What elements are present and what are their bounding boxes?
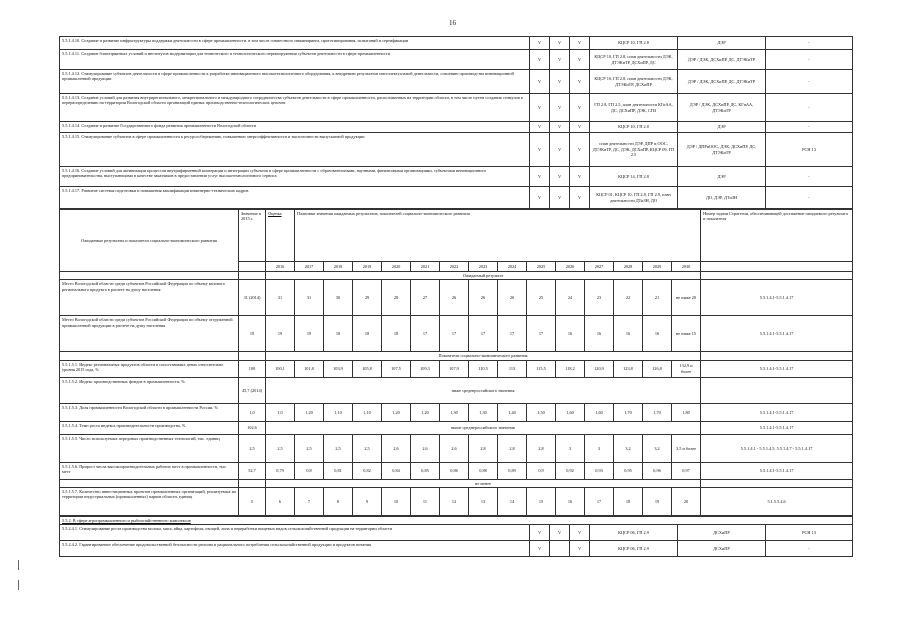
- table-row: [60, 94, 853, 122]
- activity-text: [60, 133, 530, 167]
- year-value: 15: [527, 488, 556, 516]
- task-reference: 5.5.1.4.1-5.5.1.4.17: [701, 280, 853, 316]
- year-value: 0,82: [353, 462, 382, 479]
- year-value: 13: [469, 488, 498, 516]
- year-value: не ниже 15: [672, 316, 701, 352]
- indicator-ref: -: [766, 37, 853, 50]
- year-value: 1,20: [295, 403, 324, 421]
- year-value: 2,5: [295, 434, 324, 462]
- year-value: 1,60: [556, 403, 585, 421]
- activity-text: [60, 187, 530, 209]
- year-value: 123,8: [614, 360, 643, 377]
- year-value: 113: [498, 360, 527, 377]
- activity-description: Создание условий для активизации процессов внутрифирменной кооперации и интеграции субъектов в сфере промышленности с образовательными, научными, финансовыми организациями, субъектами инновационного предпринимательства, выступающими в качестве заказчиков в предоставлении услуг высокотехнологичного сервиса: [62, 168, 487, 179]
- mark-v1: V: [530, 167, 550, 187]
- year-value: 103,9: [324, 360, 353, 377]
- year-value: 16: [556, 316, 585, 352]
- year-value: 100,1: [266, 360, 295, 377]
- expected-result-title-row: [60, 272, 853, 280]
- base-value-header: Значение в 2015 г.: [239, 210, 266, 262]
- indicator-ref: -: [766, 541, 853, 557]
- section-title: 5.5.2. В сфере агропромышленного и рыбохозяйственного комплексов: [60, 517, 853, 525]
- year-value: 7: [295, 488, 324, 516]
- year-value: 20: [672, 488, 701, 516]
- indicator-name: [60, 360, 239, 377]
- funding-source: КЦСР 10, ГП 2.8: [590, 37, 678, 50]
- table-row: [60, 50, 853, 70]
- top-activities-table: [59, 36, 853, 209]
- mark-v3: V: [570, 525, 590, 541]
- year-value: 18: [614, 488, 643, 516]
- year-value: 0,93: [585, 462, 614, 479]
- year-value: 0,81: [324, 462, 353, 479]
- activity-text: [60, 525, 530, 541]
- year-value: 27: [411, 280, 440, 316]
- task-reference: [701, 377, 853, 403]
- year-value: 26: [498, 280, 527, 316]
- mark-v3: V: [570, 187, 590, 209]
- table-row: [60, 377, 853, 403]
- activity-description: Создание и развитие инфраструктуры поддержки деятельности в сфере промышленности, в том числе совместного инжиниринга, прототипирования, испытаний и сертификации: [81, 38, 409, 43]
- indicator-code: 5.5.1.5.4.: [62, 422, 79, 428]
- base-value: 45,7 (2014): [239, 377, 266, 403]
- planned-header: Плановые значения ожидаемых результатов, показателей социально-экономического развития: [295, 210, 701, 262]
- year-value: 2,5: [353, 434, 382, 462]
- base-value: 31 (2014): [239, 280, 266, 316]
- activity-code: 5.5.1.4.17.: [62, 188, 81, 193]
- year-value: 107,9: [440, 360, 469, 377]
- year-value: 29: [353, 280, 382, 316]
- table-row: [60, 187, 853, 209]
- year-value: 1,30: [469, 403, 498, 421]
- activity-text: [60, 70, 530, 94]
- base-value: 5: [239, 488, 266, 516]
- mark-v2: V: [550, 525, 570, 541]
- year-value: 1,70: [643, 403, 672, 421]
- year-value: 31: [266, 280, 295, 316]
- mark-v3: V: [570, 70, 590, 94]
- year-value: 16: [585, 316, 614, 352]
- year-value: 1,10: [353, 403, 382, 421]
- indicator-description: Количество инвестиционных проектов промышленных организаций, реализуемых на территории индустриальных (промышленных) парков области, единиц: [62, 489, 236, 500]
- mark-v2: V: [550, 167, 570, 187]
- executor: ДЭР / ДЭК, ДСХиПР, ДС, ДТЭКиТР: [678, 50, 766, 70]
- year-value: 2,6: [440, 434, 469, 462]
- year-header: 2017: [295, 262, 324, 272]
- indicator-description: Индекс производственных фондов в промышленности, %: [79, 378, 185, 384]
- year-value: 12: [440, 488, 469, 516]
- indicator-description: Индекс региональных продуктов области в сопоставимых ценах относительно уровня 2015 года, %: [62, 361, 224, 373]
- year-value: 1,30: [440, 403, 469, 421]
- year-value: 10: [382, 488, 411, 516]
- indicator-ref: -: [766, 167, 853, 187]
- mark-v1: V: [530, 525, 550, 541]
- funding-source: КЦСР 10, ГП 2.8, план деятельности ДЭК, ДТЭКиТР, ДСХиПР, ДС: [590, 50, 678, 70]
- mark-v3: V: [570, 541, 590, 557]
- year-header: 2024: [498, 262, 527, 272]
- year-value: 3,2: [614, 434, 643, 462]
- year-value: 17: [440, 316, 469, 352]
- activity-text: [60, 37, 530, 50]
- year-value: 2,5: [324, 434, 353, 462]
- activity-description: Гарантированное обеспечение продовольственной безопасности региона и рационального потребления сельскохозяйственной продукции и продуктов питания: [79, 542, 371, 548]
- table-row: [60, 488, 853, 516]
- table-row: [60, 421, 853, 434]
- executor: ДСХиПР: [678, 541, 766, 557]
- indicator-ref: -: [766, 70, 853, 94]
- table-row: [60, 360, 853, 377]
- year-value: 1,10: [324, 403, 353, 421]
- year-header: 2026: [556, 262, 585, 272]
- year-value: 2,8: [498, 434, 527, 462]
- year-value: 109,3: [411, 360, 440, 377]
- activity-code: 5.5.1.4.11.: [62, 51, 81, 56]
- year-value: 1,60: [585, 403, 614, 421]
- funding-source: КЦСР 06, ГП 2.9: [590, 525, 678, 541]
- mark-v1: V: [530, 94, 550, 122]
- funding-source: план деятельности ДЭР, ДПР и ООС, ДТЭКиТР, ДС, ДЭК, ДСХиПР, КЦСР 09, ГП 2.5: [590, 133, 678, 167]
- indicator-description: Прирост числа высокопроизводительных рабочих мест в промышленности, тыс. мест: [62, 463, 227, 475]
- activity-text: [60, 541, 530, 557]
- indicator-ref: -: [766, 122, 853, 133]
- indicator-code: 5.5.1.5.5.: [62, 435, 79, 441]
- year-value: 6: [266, 488, 295, 516]
- funding-source: КЦСР 14, ГП 2.8: [590, 167, 678, 187]
- table-row: [60, 316, 853, 352]
- indicator-name: [60, 403, 239, 421]
- table-row: [60, 280, 853, 316]
- table-row: [60, 70, 853, 94]
- bottom-activities-table: [59, 516, 853, 557]
- year-value: 107,5: [382, 360, 411, 377]
- year-value: 1,20: [411, 403, 440, 421]
- table-row: [60, 462, 853, 479]
- mark-v1: V: [530, 187, 550, 209]
- year-value: 17: [498, 316, 527, 352]
- activity-text: [60, 122, 530, 133]
- year-value: 115,5: [527, 360, 556, 377]
- activity-description: Создание благоприятных условий и институтов модернизации для технического и технологического перевооружения субъектов деятельности в сфере промышленности: [81, 51, 391, 56]
- indicator-ref: -: [766, 50, 853, 70]
- activity-description: Создание условий для развития внутрирегионального, межрегионального и международного сотрудничества субъектов деятельности в сфере промышленности, расположенных на территории области, в том числе путем создания стимулов к перераспределению на территории Вологодской области организаций единых производственно-технологических цепочек: [62, 95, 523, 106]
- year-value: 19: [295, 316, 324, 352]
- funding-source: КЦСР 10, ГП 2.8, план деятельности ДЭК, ДТЭКиТР, ДСХиПР: [590, 70, 678, 94]
- mark-v2: V: [550, 70, 570, 94]
- year-header: 2020: [382, 262, 411, 272]
- executor: ДСХиПР: [678, 525, 766, 541]
- year-value: 16: [643, 316, 672, 352]
- activity-description: Стимулирование роста производства молока, мяса, яйца, картофеля, овощей, льна и переработки пищевых видов сельскохозяйственной продукции на территории области: [79, 526, 393, 532]
- indicator-note: ниже среднероссийского значения: [266, 377, 701, 403]
- year-header: 2023: [469, 262, 498, 272]
- indicator-ref: РСН 13: [766, 525, 853, 541]
- estimate-header: Оценка: [266, 210, 295, 262]
- year-value: 16: [614, 316, 643, 352]
- year-value: 132,9 и более: [672, 360, 701, 377]
- mark-v1: V: [530, 122, 550, 133]
- mark-v2: V: [550, 187, 570, 209]
- year-value: 2,8: [527, 434, 556, 462]
- year-header: 2028: [614, 262, 643, 272]
- table-row: [60, 37, 853, 50]
- year-value: 18: [353, 316, 382, 352]
- mark-v1: V: [530, 133, 550, 167]
- indicator-code: 5.5.1.5.2.: [62, 378, 79, 384]
- year-value: 0,95: [614, 462, 643, 479]
- activity-code: 5.5.1.4.16.: [62, 168, 81, 173]
- table-row: [60, 403, 853, 421]
- indicators-title: Показатели социально-экономического развития: [266, 352, 701, 360]
- year-value: 1,70: [614, 403, 643, 421]
- year-value: 30: [324, 280, 353, 316]
- activity-text: [60, 94, 530, 122]
- year-value: 17: [469, 316, 498, 352]
- base-value: 102,6: [239, 421, 266, 434]
- table-row: [60, 133, 853, 167]
- executor: ДЭР: [678, 122, 766, 133]
- year-header: 2025: [527, 262, 556, 272]
- indicators-table: [59, 209, 853, 516]
- year-value: 28: [382, 280, 411, 316]
- mark-v3: V: [570, 133, 590, 167]
- base-value: 100: [239, 360, 266, 377]
- year-value: 105,8: [353, 360, 382, 377]
- year-value: 0,97: [672, 462, 701, 479]
- executor: ДЭР / ДЭК, ДСХиПР, ДС, ДТЭКиТР: [678, 70, 766, 94]
- mark-v3: V: [570, 94, 590, 122]
- note-row: [60, 479, 853, 487]
- year-value: 18: [324, 316, 353, 352]
- base-value: 2,5: [239, 434, 266, 462]
- year-header: 2030: [672, 262, 701, 272]
- activity-code: 5.5.1.4.10.: [62, 38, 81, 43]
- year-value: 3: [585, 434, 614, 462]
- funding-source: ГП 2.8, ГП 2.5, план деятельности КГиАА, ДС, ДСХиПР, ДЭК, СПЗ: [590, 94, 678, 122]
- table-row: [60, 167, 853, 187]
- activity-code: 5.5.2.4.1.: [62, 526, 79, 532]
- mark-v3: V: [570, 122, 590, 133]
- base-value: 19: [239, 316, 266, 352]
- year-value: 26: [440, 280, 469, 316]
- indicator-note: выше среднероссийского значения: [266, 421, 701, 434]
- year-value: 16: [556, 488, 585, 516]
- mark-v1: V: [530, 50, 550, 70]
- executor: ДЭР: [678, 37, 766, 50]
- base-value: 1,0: [239, 403, 266, 421]
- year-value: 22: [614, 280, 643, 316]
- year-value: 0,9: [527, 462, 556, 479]
- indicators-title-row: [60, 352, 853, 360]
- year-value: 0,92: [556, 462, 585, 479]
- mark-v3: V: [570, 37, 590, 50]
- year-value: 0,88: [469, 462, 498, 479]
- year-value: 101,8: [295, 360, 324, 377]
- indicator-name: [60, 377, 239, 403]
- year-value: 24: [556, 280, 585, 316]
- year-value: 1,0: [266, 403, 295, 421]
- funding-source: КЦСР 06, ГП 2.9: [590, 541, 678, 557]
- year-value: 118,2: [556, 360, 585, 377]
- year-value: 17: [585, 488, 614, 516]
- mark-v2: V: [550, 37, 570, 50]
- task-reference: 5.1.5.5.4.6: [701, 488, 853, 516]
- indicator-name: [60, 421, 239, 434]
- indicator-name: [60, 280, 239, 316]
- indicator-description: Темп роста индекса производительности производства, %: [79, 422, 186, 428]
- year-value: 17: [527, 316, 556, 352]
- activity-code: 5.5.1.4.14.: [62, 123, 81, 128]
- section-row: [60, 517, 853, 525]
- indicator-ref: РСН 13: [766, 133, 853, 167]
- indicator-description: Место Вологодской области среди субъектов Российской Федерации по объему валового регионального продукта в расчете на душу населения: [62, 281, 225, 292]
- table-row: [60, 525, 853, 541]
- year-value: 1,20: [382, 403, 411, 421]
- year-value: 110,5: [469, 360, 498, 377]
- mark-v1: V: [530, 37, 550, 50]
- table-row: [60, 434, 853, 462]
- mark-v1: V: [530, 541, 550, 557]
- year-header: 2029: [643, 262, 672, 272]
- activity-code: 5.5.1.4.15.: [62, 134, 81, 139]
- year-value: не ниже 20: [672, 280, 701, 316]
- task-reference: 5.5.1.4.1-5.5.1.4.17: [701, 316, 853, 352]
- year-value: 2,6: [382, 434, 411, 462]
- mark-v2: [550, 541, 570, 557]
- task-reference: 5.5.1.4.1-5.5.1.4.17: [701, 360, 853, 377]
- year-value: 14: [498, 488, 527, 516]
- indicator-description: Место Вологодской области среди субъектов Российской Федерации по объему отгруженной промышленной продукции в расчете на душу населения: [62, 317, 233, 328]
- indicator-description: Доля промышленности Вологодской области в промышленности России, %: [79, 404, 219, 410]
- year-value: 21: [643, 280, 672, 316]
- year-header: 2018: [324, 262, 353, 272]
- results-header: Ожидаемые результаты и показатели социально-экономического развития: [60, 210, 239, 272]
- indicator-name: [60, 316, 239, 352]
- year-value: 0,79: [266, 462, 295, 479]
- executor: ДЭР / ДЭК, ДСХиПР, ДС, КГиАА, ДТЭКиТР: [678, 94, 766, 122]
- year-value: 25: [527, 280, 556, 316]
- document-sheet: [59, 36, 852, 557]
- year-value: 120,9: [585, 360, 614, 377]
- year-value: 8: [324, 488, 353, 516]
- base-value: 52,7: [239, 462, 266, 479]
- activity-description: Развитие системы подготовки и повышения квалификации инженерно-технических кадров: [81, 188, 249, 193]
- year-header: 2022: [440, 262, 469, 272]
- binding-mark: [18, 560, 25, 570]
- funding-source: КЦСР 10, ГП 2.8: [590, 122, 678, 133]
- activity-description: Создание и развитие Государственного фонда развития промышленности Вологодской области: [81, 123, 256, 128]
- activity-code: 5.5.2.4.2.: [62, 542, 79, 548]
- indicator-code: 5.5.1.5.6.: [62, 463, 79, 469]
- task-reference: 5.5.1.4.1 - 5.5.1.4.5, 5.5.1.4.7 - 5.5.1.4.17: [701, 434, 853, 462]
- year-value: 0,8: [295, 462, 324, 479]
- indicator-name: [60, 462, 239, 479]
- year-value: 0,86: [440, 462, 469, 479]
- indicator-ref: -: [766, 94, 853, 122]
- funding-source: КЦСР 01, КЦСР 10, ГП 2.8, ГП 2.9, план деятельности ДТиЗН, ДО: [590, 187, 678, 209]
- year-value: 9: [353, 488, 382, 516]
- mark-v2: V: [550, 122, 570, 133]
- task-reference: 5.5.1.4.1-5.5.1.4.17: [701, 403, 853, 421]
- year-header: 2021: [411, 262, 440, 272]
- indicator-note: не менее: [266, 479, 701, 487]
- table-row: [60, 122, 853, 133]
- mark-v3: V: [570, 167, 590, 187]
- year-value: 19: [266, 316, 295, 352]
- year-value: 18: [382, 316, 411, 352]
- table-row: [60, 541, 853, 557]
- year-value: 1,80: [672, 403, 701, 421]
- indicator-name: [60, 434, 239, 462]
- mark-v2: V: [550, 94, 570, 122]
- binding-mark: [18, 580, 25, 590]
- indicator-ref: -: [766, 187, 853, 209]
- year-value: 26: [469, 280, 498, 316]
- year-value: 2,5: [266, 434, 295, 462]
- task-reference: 5.5.1.4.1-5.5.1.4.17: [701, 462, 853, 479]
- mark-v2: V: [550, 133, 570, 167]
- year-value: 17: [411, 316, 440, 352]
- mark-v1: V: [530, 70, 550, 94]
- year-value: 3: [556, 434, 585, 462]
- activity-code: 5.5.1.4.12.: [62, 71, 81, 76]
- year-value: 2,8: [469, 434, 498, 462]
- activity-text: [60, 167, 530, 187]
- activity-code: 5.5.1.4.13.: [62, 95, 81, 100]
- year-header: 2027: [585, 262, 614, 272]
- mark-v3: V: [570, 50, 590, 70]
- mark-v2: V: [550, 50, 570, 70]
- year-value: 1,50: [527, 403, 556, 421]
- indicator-description: Число используемых передовых производственных технологий, тыс. единиц: [79, 435, 220, 441]
- year-value: 126,8: [643, 360, 672, 377]
- expected-result-title: Ожидаемый результат: [266, 272, 701, 280]
- year-value: 2,6: [411, 434, 440, 462]
- activity-description: Стимулирование субъектов в сфере промышленности к ресурсосбережению, повышению энергоэффективности и экологичности выпускаемой продукции: [81, 134, 365, 139]
- year-value: 11: [411, 488, 440, 516]
- executor: ДЭР: [678, 167, 766, 187]
- year-value: 19: [643, 488, 672, 516]
- indicator-code: 5.5.1.5.1.: [62, 361, 79, 367]
- task-reference: 5.5.1.4.1-5.5.1.4.17: [701, 421, 853, 434]
- activity-text: [60, 50, 530, 70]
- page-number: 16: [449, 19, 456, 27]
- year-value: 0,85: [411, 462, 440, 479]
- indicator-code: 5.5.1.5.3.: [62, 404, 79, 410]
- year-value: 0,89: [498, 462, 527, 479]
- task-number-header: Номер задачи Стратегии, обеспечивающей достижение ожидаемого результата и показателя: [701, 210, 853, 262]
- year-value: 3,2: [643, 434, 672, 462]
- activity-description: Стимулирование субъектов деятельности в сфере промышленности к разработке инновационного высокотехнологичного оборудования, к внедрению результатов интеллектуальной деятельности, освоению производства инновационной промышленной продукции: [62, 71, 514, 82]
- executor: ДО, ДЭР, ДТиЗН: [678, 187, 766, 209]
- indicator-name: [60, 488, 239, 516]
- year-value: 3,5 и более: [672, 434, 701, 462]
- year-header: 2016: [266, 262, 295, 272]
- indicator-code: 5.5.1.5.7.: [62, 489, 79, 495]
- year-header: 2019: [353, 262, 382, 272]
- year-value: 23: [585, 280, 614, 316]
- year-value: 0,96: [643, 462, 672, 479]
- year-value: 31: [295, 280, 324, 316]
- executor: ДЭР / ДПРиООС, ДЭК, ДСХиПР, ДС, ДТЭКиТР: [678, 133, 766, 167]
- year-value: 0,84: [382, 462, 411, 479]
- year-value: 1,40: [498, 403, 527, 421]
